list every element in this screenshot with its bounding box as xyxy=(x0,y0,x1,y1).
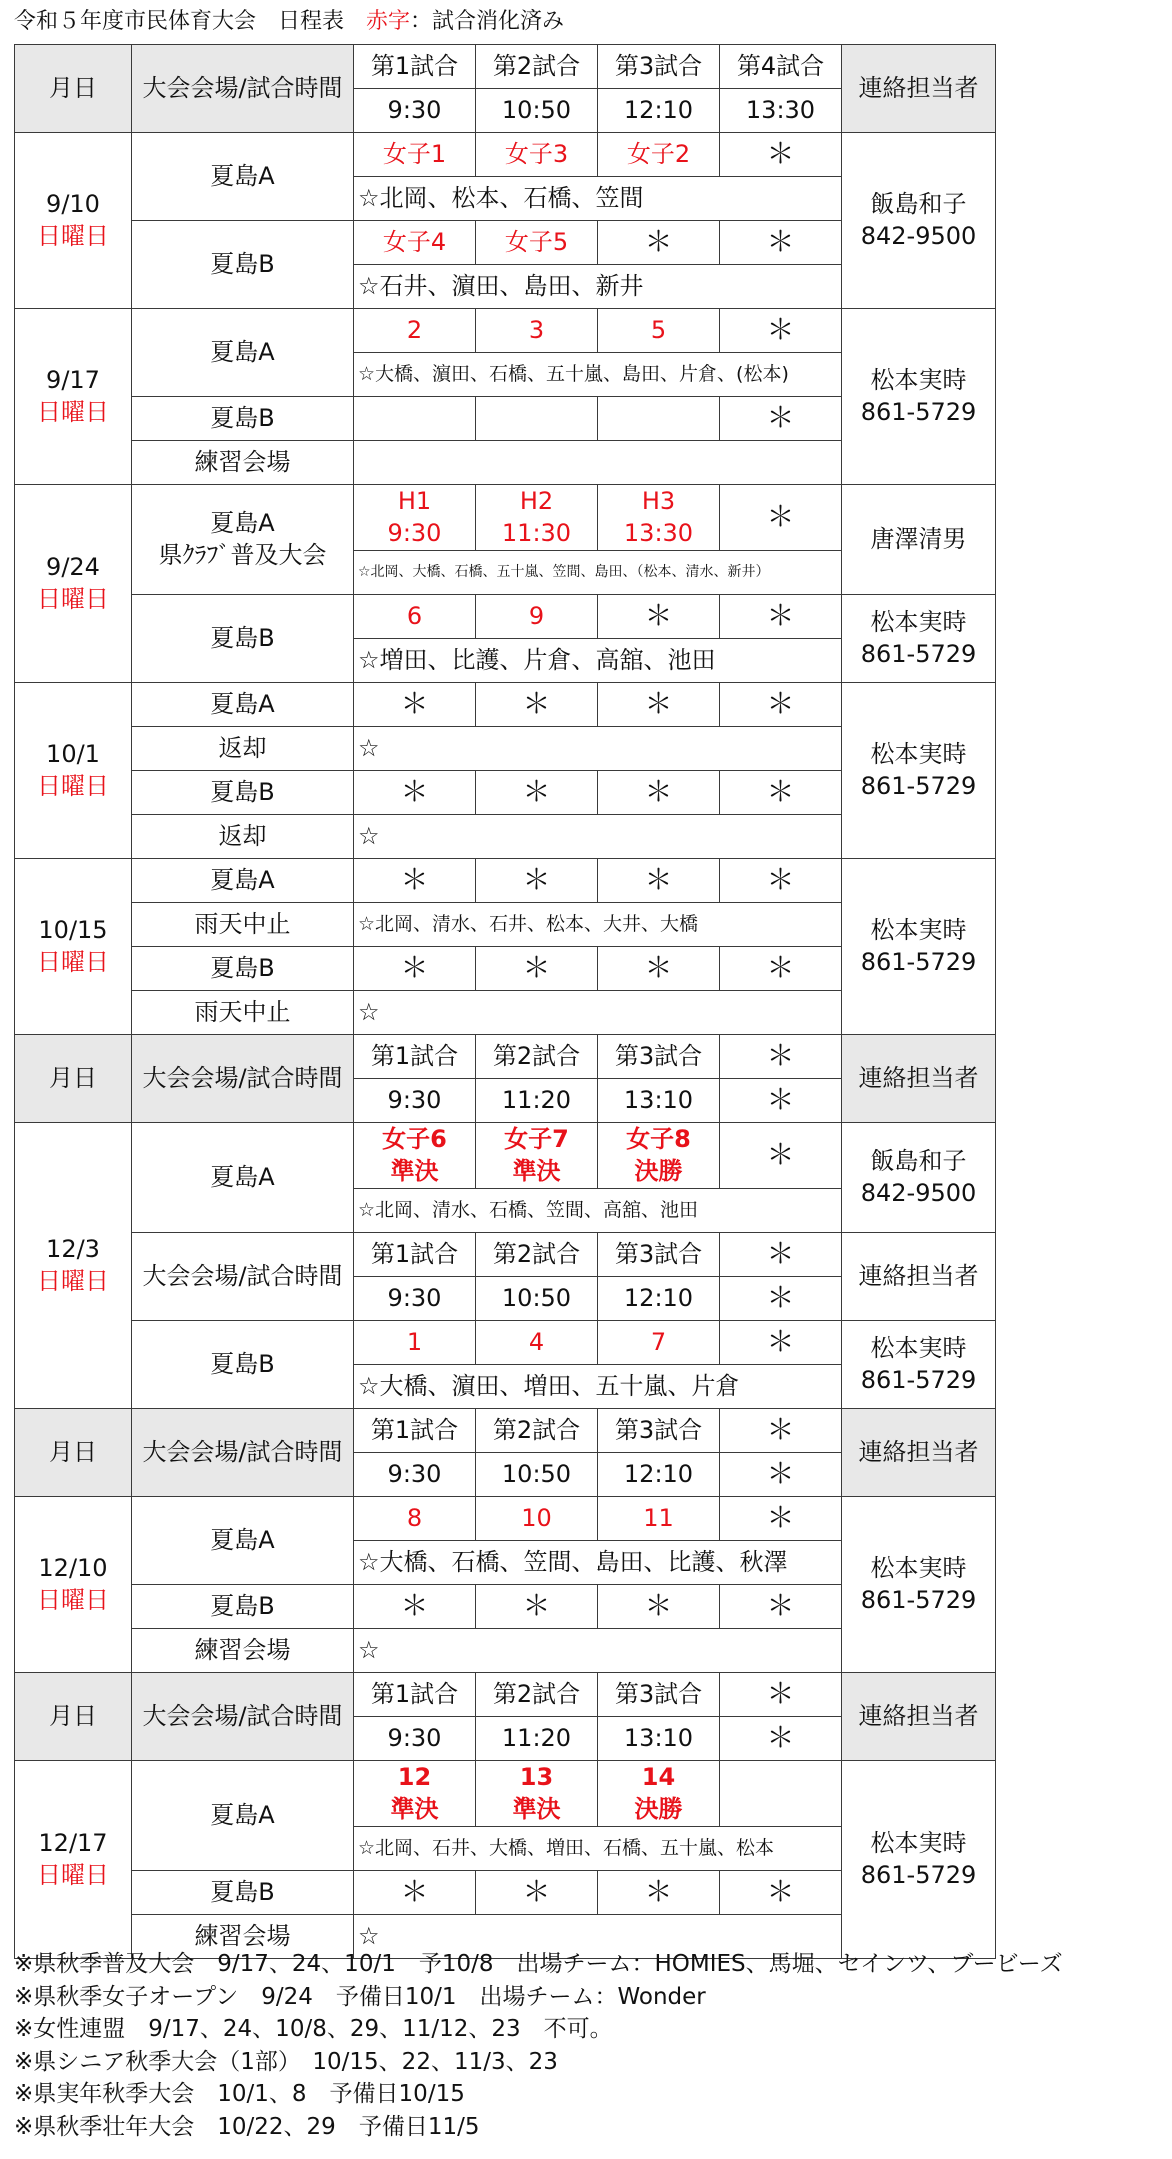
venue-cell: 夏島B xyxy=(132,947,354,991)
header-venue: 大会会場/試合時間 xyxy=(132,1673,354,1761)
participants: ☆ xyxy=(354,991,842,1035)
contact-cell: 松本実時 861-5729 xyxy=(842,1761,996,1959)
venue-sub: 練習会場 xyxy=(132,441,354,485)
page-title xyxy=(14,4,564,40)
participants: ☆北岡、大橋、石橋、五十嵐、笠間、島田、（松本、清水、新井） xyxy=(354,551,842,595)
game-cell: ＊ xyxy=(354,859,476,903)
header-game3: 第3試合 xyxy=(598,1409,720,1453)
venue-cell: 夏島A xyxy=(132,1497,354,1585)
game-cell: ＊ xyxy=(720,1585,842,1629)
date-cell: 12/10 日曜日 xyxy=(15,1497,132,1673)
time-game4: ＊ xyxy=(720,1453,842,1497)
header-venue: 大会会場/試合時間 xyxy=(132,45,354,133)
game-cell: ＊ xyxy=(476,683,598,727)
header-row xyxy=(15,45,996,89)
game-cell: ＊ xyxy=(354,1871,476,1915)
header-contact: 連絡担当者 xyxy=(842,1035,996,1123)
header-contact: 連絡担当者 xyxy=(842,1233,996,1321)
game-cell xyxy=(354,397,476,441)
header-row xyxy=(15,1409,996,1453)
venue-sub: 練習会場 xyxy=(132,1915,354,1959)
game-cell xyxy=(720,1761,842,1827)
time-game2: 10:50 xyxy=(476,1453,598,1497)
participants: ☆ xyxy=(354,727,842,771)
time-game1: 9:30 xyxy=(354,1453,476,1497)
time-game1: 9:30 xyxy=(354,89,476,133)
venue-cell: 夏島A 県ｸﾗﾌﾞ普及大会 xyxy=(132,485,354,595)
venue-cell: 夏島B xyxy=(132,397,354,441)
note-line: ※県秋季普及大会 9/17、24、10/1 予10/8 出場チーム：HOMIES、馬堀、セインツ、ブービーズ xyxy=(14,1951,1063,1977)
time-game4: 13:30 xyxy=(720,89,842,133)
contact-cell: 飯島和子 842-9500 xyxy=(842,133,996,309)
game-cell: 1 xyxy=(354,1321,476,1365)
game-cell: H2 11:30 xyxy=(476,485,598,551)
header-row xyxy=(15,1233,996,1277)
game-cell: 11 xyxy=(598,1497,720,1541)
header-date: 月日 xyxy=(15,1409,132,1497)
venue-cell: 夏島B xyxy=(132,1871,354,1915)
contact-cell: 松本実時 861-5729 xyxy=(842,683,996,859)
header-game1: 第1試合 xyxy=(354,45,476,89)
time-game2: 11:20 xyxy=(476,1717,598,1761)
participants: ☆ xyxy=(354,1915,842,1959)
game-cell: ＊ xyxy=(720,771,842,815)
venue-sub: 返却 xyxy=(132,815,354,859)
game-cell: 8 xyxy=(354,1497,476,1541)
participants: ☆北岡、松本、石橋、笠間 xyxy=(354,177,842,221)
header-venue: 大会会場/試合時間 xyxy=(132,1409,354,1497)
header-contact: 連絡担当者 xyxy=(842,1409,996,1497)
game-cell: ＊ xyxy=(720,221,842,265)
legend-text: ：試合消化済み xyxy=(410,9,565,34)
time-game3: 13:10 xyxy=(598,1717,720,1761)
participants: ☆ xyxy=(354,815,842,859)
header-game3: 第3試合 xyxy=(598,45,720,89)
game-cell: 5 xyxy=(598,309,720,353)
game-cell: ＊ xyxy=(354,947,476,991)
participants xyxy=(354,441,842,485)
time-game3: 12:10 xyxy=(598,1277,720,1321)
schedule-row xyxy=(15,595,996,639)
header-game1: 第1試合 xyxy=(354,1233,476,1277)
game-cell: ＊ xyxy=(720,1123,842,1189)
date-cell: 9/10 日曜日 xyxy=(15,133,132,309)
game-cell: 女子1 xyxy=(354,133,476,177)
schedule-row xyxy=(15,1497,996,1541)
game-cell: ＊ xyxy=(598,683,720,727)
game-cell: ＊ xyxy=(720,1321,842,1365)
participants: ☆大橋、石橋、笠間、島田、比護、秋澤 xyxy=(354,1541,842,1585)
game-cell: H3 13:30 xyxy=(598,485,720,551)
venue-cell: 夏島A xyxy=(132,309,354,397)
contact-cell: 松本実時 861-5729 xyxy=(842,309,996,485)
date-cell: 10/15 日曜日 xyxy=(15,859,132,1035)
schedule-row xyxy=(15,309,996,353)
note-line: ※県秋季壮年大会 10/22、29 予備日11/5 xyxy=(14,2113,480,2140)
header-row xyxy=(15,1673,996,1717)
header-venue: 大会会場/試合時間 xyxy=(132,1035,354,1123)
game-cell: ＊ xyxy=(598,859,720,903)
header-date: 月日 xyxy=(15,1035,132,1123)
game-cell: 女子5 xyxy=(476,221,598,265)
header-date: 月日 xyxy=(15,1673,132,1761)
header-game2: 第2試合 xyxy=(476,45,598,89)
header-game2: 第2試合 xyxy=(476,1409,598,1453)
schedule-row xyxy=(15,859,996,903)
venue-cell: 夏島A xyxy=(132,683,354,727)
legend-red-label: 赤字 xyxy=(366,9,411,34)
game-cell: ＊ xyxy=(354,683,476,727)
header-game2: 第2試合 xyxy=(476,1673,598,1717)
header-game1: 第1試合 xyxy=(354,1409,476,1453)
header-game2: 第2試合 xyxy=(476,1035,598,1079)
game-cell: 4 xyxy=(476,1321,598,1365)
game-cell: ＊ xyxy=(598,1585,720,1629)
header-game1: 第1試合 xyxy=(354,1673,476,1717)
header-game4: ＊ xyxy=(720,1409,842,1453)
game-cell: 14 決勝 xyxy=(598,1761,720,1827)
header-game3: 第3試合 xyxy=(598,1035,720,1079)
schedule-row xyxy=(15,1761,996,1827)
participants: ☆大橋、濵田、石橋、五十嵐、島田、片倉、(松本) xyxy=(354,353,842,397)
venue-cell: 夏島B xyxy=(132,221,354,309)
venue-cell: 夏島A xyxy=(132,1123,354,1233)
date-cell: 10/1 日曜日 xyxy=(15,683,132,859)
time-game2: 10:50 xyxy=(476,89,598,133)
participants: ☆大橋、濵田、増田、五十嵐、片倉 xyxy=(354,1365,842,1409)
game-cell: ＊ xyxy=(476,771,598,815)
schedule-row xyxy=(15,133,996,177)
time-game3: 13:10 xyxy=(598,1079,720,1123)
game-cell: 6 xyxy=(354,595,476,639)
date-cell: 12/17 日曜日 xyxy=(15,1761,132,1959)
venue-sub: 練習会場 xyxy=(132,1629,354,1673)
game-cell: ＊ xyxy=(598,221,720,265)
game-cell: ＊ xyxy=(476,1871,598,1915)
contact-cell: 松本実時 861-5729 xyxy=(842,1321,996,1409)
header-game2: 第2試合 xyxy=(476,1233,598,1277)
title-main: 令和５年度市民体育大会 日程表 xyxy=(14,9,345,34)
header-game3: 第3試合 xyxy=(598,1673,720,1717)
game-cell: ＊ xyxy=(354,1585,476,1629)
game-cell: ＊ xyxy=(598,771,720,815)
contact-cell: 松本実時 861-5729 xyxy=(842,1497,996,1673)
header-venue: 大会会場/試合時間 xyxy=(132,1233,354,1321)
venue-cell: 夏島A xyxy=(132,133,354,221)
venue-cell: 夏島A xyxy=(132,859,354,903)
note-line: ※県秋季女子オープン 9/24 予備日10/1 出場チーム：Wonder xyxy=(14,1983,706,2010)
game-cell: ＊ xyxy=(476,947,598,991)
venue-sub: 返却 xyxy=(132,727,354,771)
time-game3: 12:10 xyxy=(598,1453,720,1497)
note-line: ※女性連盟 9/17、24、10/8、29、11/12、23 不可。 xyxy=(14,2016,613,2042)
schedule-row xyxy=(15,683,996,727)
header-game3: 第3試合 xyxy=(598,1233,720,1277)
game-cell: 3 xyxy=(476,309,598,353)
participants: ☆北岡、清水、石橋、笠間、高舘、池田 xyxy=(354,1189,842,1233)
game-cell: 女子2 xyxy=(598,133,720,177)
game-cell xyxy=(598,397,720,441)
game-cell: ＊ xyxy=(720,859,842,903)
game-cell: ＊ xyxy=(720,309,842,353)
game-cell: ＊ xyxy=(476,859,598,903)
game-cell: 13 準決 xyxy=(476,1761,598,1827)
game-cell xyxy=(476,397,598,441)
game-cell: ＊ xyxy=(720,485,842,551)
time-game4: ＊ xyxy=(720,1717,842,1761)
date-cell: 12/3 日曜日 xyxy=(15,1123,132,1409)
note-line: ※県実年秋季大会 10/1、8 予備日10/15 xyxy=(14,2081,465,2107)
time-game1: 9:30 xyxy=(354,1277,476,1321)
schedule-row xyxy=(15,1321,996,1365)
game-cell: ＊ xyxy=(720,683,842,727)
game-cell: ＊ xyxy=(720,947,842,991)
header-contact: 連絡担当者 xyxy=(842,45,996,133)
header-game1: 第1試合 xyxy=(354,1035,476,1079)
contact-cell: 松本実時 861-5729 xyxy=(842,859,996,1035)
participants: ☆ xyxy=(354,1629,842,1673)
time-game1: 9:30 xyxy=(354,1079,476,1123)
game-cell: 12 準決 xyxy=(354,1761,476,1827)
game-cell: 女子6 準決 xyxy=(354,1123,476,1189)
venue-cell: 夏島A xyxy=(132,1761,354,1871)
contact-cell: 飯島和子 842-9500 xyxy=(842,1123,996,1233)
participants: ☆石井、濵田、島田、新井 xyxy=(354,265,842,309)
header-date: 月日 xyxy=(15,45,132,133)
time-game4: ＊ xyxy=(720,1079,842,1123)
game-cell: 9 xyxy=(476,595,598,639)
venue-sub: 雨天中止 xyxy=(132,903,354,947)
note-line: ※県シニア秋季大会（1部） 10/15、22、11/3、23 xyxy=(14,2048,558,2075)
header-game4: 第4試合 xyxy=(720,45,842,89)
time-game2: 11:20 xyxy=(476,1079,598,1123)
venue-cell: 夏島B xyxy=(132,771,354,815)
participants: ☆北岡、清水、石井、松本、大井、大橋 xyxy=(354,903,842,947)
game-cell: ＊ xyxy=(354,771,476,815)
venue-cell: 夏島B xyxy=(132,1585,354,1629)
time-game2: 10:50 xyxy=(476,1277,598,1321)
header-row xyxy=(15,1035,996,1079)
participants: ☆北岡、石井、大橋、増田、石橋、五十嵐、松本 xyxy=(354,1827,842,1871)
venue-sub: 雨天中止 xyxy=(132,991,354,1035)
participants: ☆増田、比護、片倉、高舘、池田 xyxy=(354,639,842,683)
contact-cell: 松本実時 861-5729 xyxy=(842,595,996,683)
header-contact: 連絡担当者 xyxy=(842,1673,996,1761)
game-cell: ＊ xyxy=(598,1871,720,1915)
header-game4: ＊ xyxy=(720,1233,842,1277)
time-game4: ＊ xyxy=(720,1277,842,1321)
game-cell: 女子4 xyxy=(354,221,476,265)
game-cell: ＊ xyxy=(598,947,720,991)
header-game4: ＊ xyxy=(720,1673,842,1717)
game-cell: 女子8 決勝 xyxy=(598,1123,720,1189)
schedule-table xyxy=(14,44,996,1959)
game-cell: H1 9:30 xyxy=(354,485,476,551)
game-cell: ＊ xyxy=(720,133,842,177)
venue-cell: 夏島B xyxy=(132,1321,354,1409)
venue-cell: 夏島B xyxy=(132,595,354,683)
game-cell: 2 xyxy=(354,309,476,353)
contact-cell: 唐澤清男 xyxy=(842,485,996,595)
game-cell: 7 xyxy=(598,1321,720,1365)
schedule-row xyxy=(15,485,996,551)
header-game4: ＊ xyxy=(720,1035,842,1079)
game-cell: ＊ xyxy=(720,397,842,441)
date-cell: 9/24 日曜日 xyxy=(15,485,132,683)
time-game1: 9:30 xyxy=(354,1717,476,1761)
game-cell: ＊ xyxy=(720,1497,842,1541)
game-cell: 女子7 準決 xyxy=(476,1123,598,1189)
game-cell: 10 xyxy=(476,1497,598,1541)
date-cell: 9/17 日曜日 xyxy=(15,309,132,485)
game-cell: ＊ xyxy=(720,1871,842,1915)
game-cell: ＊ xyxy=(598,595,720,639)
schedule-row xyxy=(15,1123,996,1189)
notes-section xyxy=(14,1948,1063,2143)
game-cell: 女子3 xyxy=(476,133,598,177)
game-cell: ＊ xyxy=(720,595,842,639)
time-game3: 12:10 xyxy=(598,89,720,133)
game-cell: ＊ xyxy=(476,1585,598,1629)
